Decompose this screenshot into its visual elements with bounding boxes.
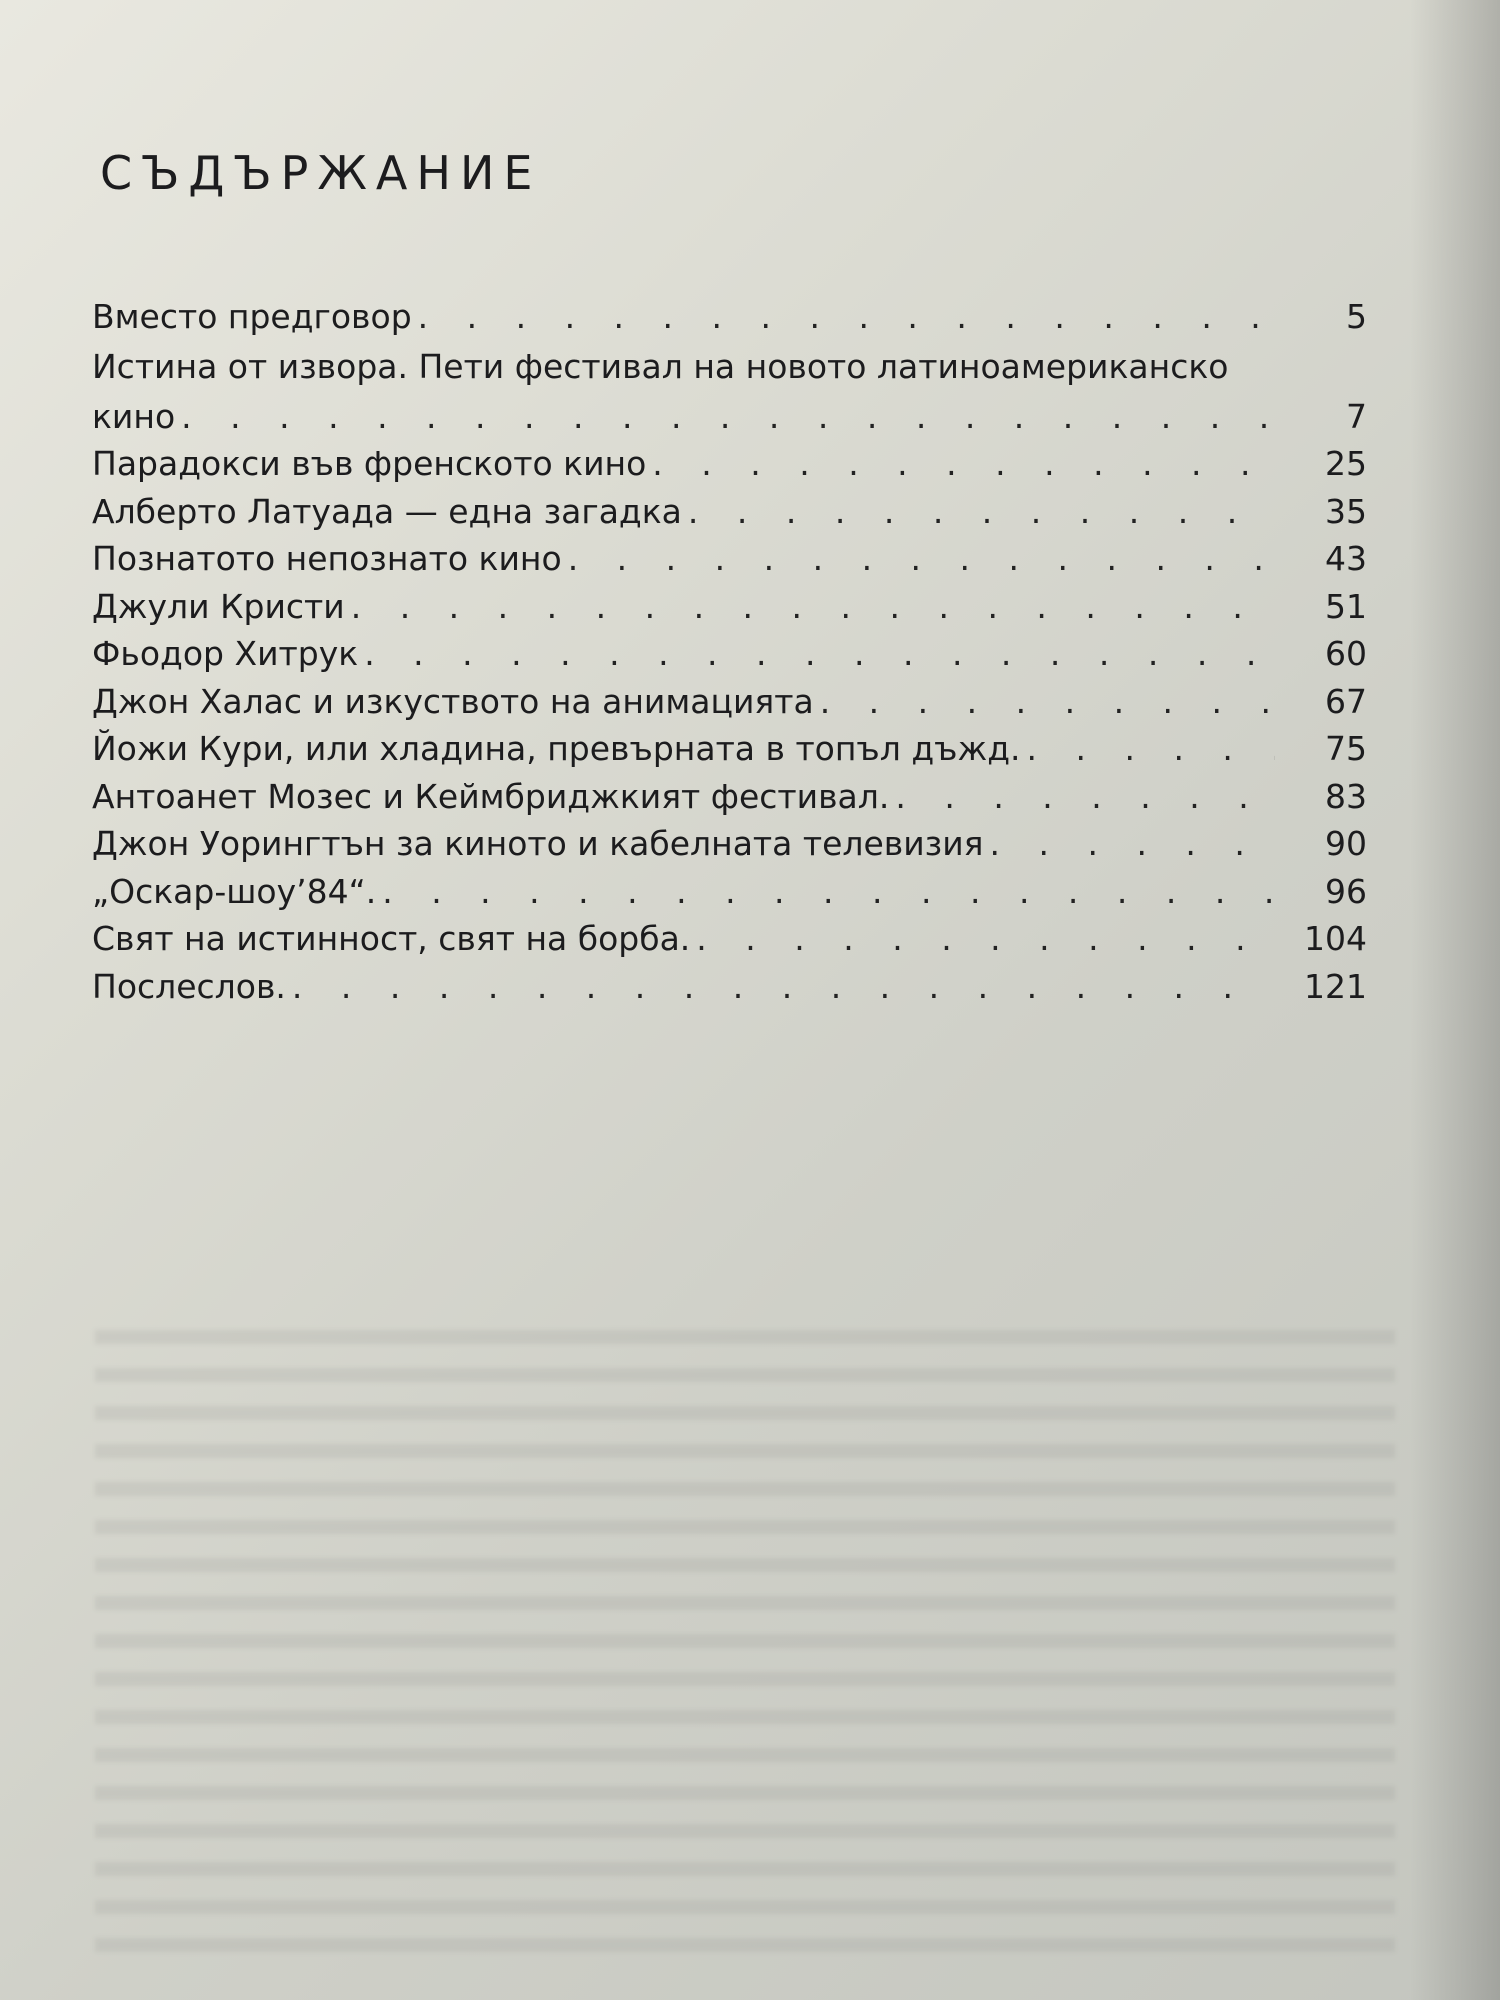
- leader-dots: [895, 773, 1275, 821]
- leader-dots: [418, 293, 1275, 341]
- toc-entry: [92, 535, 1367, 583]
- toc-entry-page: 43: [1325, 539, 1367, 578]
- leader-dots: [364, 630, 1275, 678]
- toc-entry-title-line2: кино: [92, 396, 176, 436]
- toc-entry: [92, 725, 1367, 773]
- toc-entry-page: 83: [1325, 776, 1367, 816]
- toc-entry-title: Джон Халас и изкуството на анимацията: [92, 681, 814, 721]
- toc-entry-page: 104: [1304, 919, 1367, 958]
- toc-entry-title: Парадокси във френското кино: [92, 444, 647, 483]
- leader-dots: [652, 440, 1275, 488]
- toc-entry-page: 5: [1346, 297, 1367, 336]
- toc-entry-page: 25: [1325, 444, 1367, 483]
- leader-dots: [1027, 725, 1276, 773]
- toc-entry: [92, 341, 1367, 441]
- table-of-contents: [92, 293, 1367, 1010]
- toc-entry: [92, 488, 1367, 536]
- toc-entry-page: 67: [1325, 681, 1367, 721]
- toc-entry-title-line1: Истина от извора. Пети фестивал на новото латиноамериканско: [92, 346, 1229, 386]
- leader-dots: [990, 820, 1275, 868]
- toc-entry-title: Джули Кристи: [92, 586, 345, 626]
- toc-entry: [92, 630, 1367, 678]
- toc-entry: [92, 773, 1367, 821]
- toc-entry: [92, 963, 1367, 1011]
- page-title: СЪДЪРЖАНИЕ: [100, 146, 542, 200]
- leader-dots: [696, 915, 1275, 963]
- toc-entry-title: Джон Уорингтън за киното и кабелната телевизия: [92, 824, 984, 863]
- toc-entry-page: 35: [1325, 491, 1367, 531]
- toc-entry-title: Алберто Латуада — една загадка: [92, 491, 682, 531]
- toc-entry: [92, 868, 1367, 916]
- toc-entry-page: 96: [1325, 871, 1367, 911]
- toc-entry-title: Познатото непознато кино: [92, 539, 562, 578]
- toc-entry-page: 7: [1346, 396, 1367, 436]
- toc-entry-title: Вместо предговор: [92, 297, 412, 336]
- toc-entry: [92, 915, 1367, 963]
- toc-entry-page: 75: [1325, 729, 1367, 768]
- leader-dots: [351, 583, 1275, 631]
- page-edge-shadow: [1410, 0, 1500, 2000]
- toc-entry-title: Послеслов.: [92, 966, 286, 1006]
- leader-dots: [568, 535, 1275, 583]
- toc-entry-page: 60: [1325, 634, 1367, 673]
- leader-dots: [181, 393, 1275, 441]
- toc-entry: [92, 583, 1367, 631]
- leader-dots: [382, 868, 1275, 916]
- toc-entry: [92, 293, 1367, 341]
- toc-entry-page: 121: [1304, 966, 1367, 1006]
- toc-entry: [92, 678, 1367, 726]
- toc-entry-page: 51: [1325, 586, 1367, 626]
- toc-entry-title: Антоанет Мозес и Кеймбриджкият фестивал.: [92, 776, 890, 816]
- toc-entry-title: Свят на истинност, свят на борба.: [92, 919, 691, 958]
- leader-dots: [688, 488, 1275, 536]
- bleed-through-text: [95, 1330, 1395, 1970]
- toc-entry-page: 90: [1325, 824, 1367, 863]
- toc-entry: [92, 440, 1367, 488]
- toc-entry-title: Йожи Кури, или хладина, превърната в топъл дъжд.: [92, 729, 1021, 768]
- leader-dots: [292, 963, 1275, 1011]
- leader-dots: [820, 678, 1275, 726]
- toc-entry-title: Фьодор Хитрук: [92, 634, 359, 673]
- toc-entry-title: „Оскар-шоу’84“.: [92, 871, 377, 911]
- toc-entry: [92, 820, 1367, 868]
